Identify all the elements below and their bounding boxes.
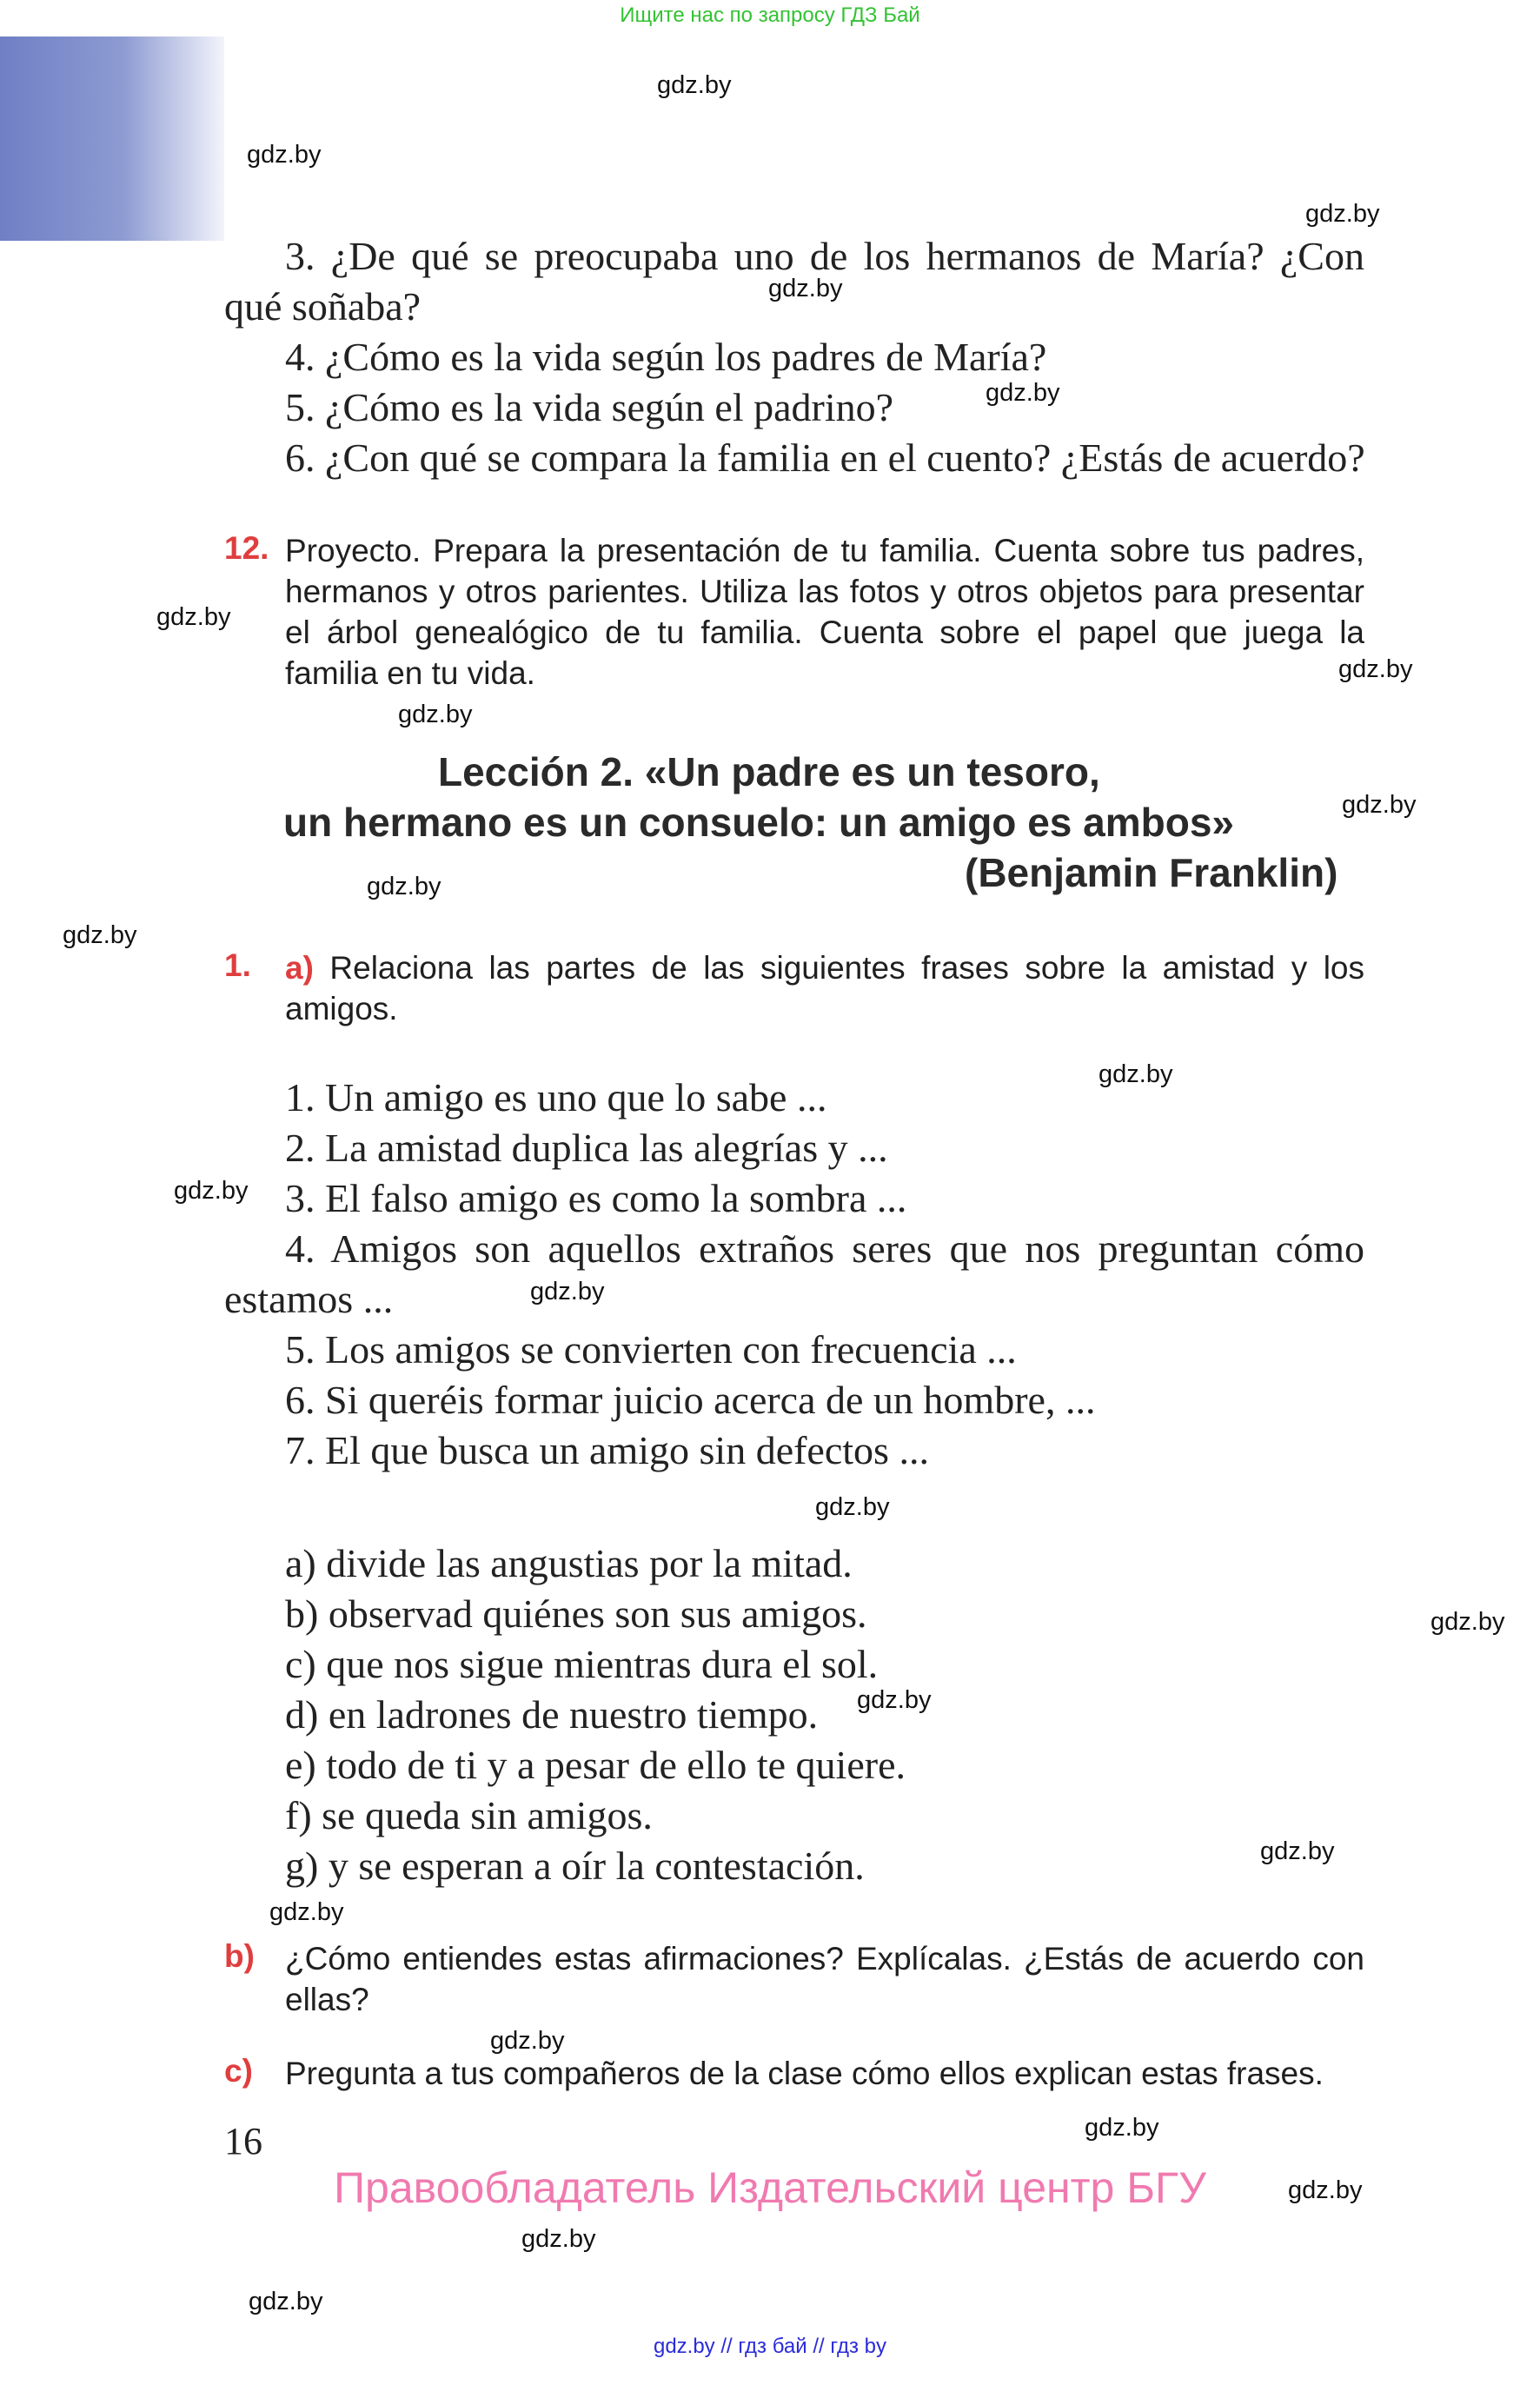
ending-e: e) todo de ti y a pesar de ello te quiere. [285, 1743, 906, 1787]
watermark: gdz.by [1288, 2176, 1363, 2204]
watermark: gdz.by [857, 1686, 932, 1714]
lesson-title-line-3: (Benjamin Franklin) [965, 850, 1338, 895]
phrase-7: 7. El que busca un amigo sin defectos ... [285, 1428, 929, 1472]
ending-g: g) y se esperan a oír la contestación. [285, 1844, 865, 1888]
phrase-2: 2. La amistad duplica las alegrías y ... [285, 1126, 888, 1170]
watermark: gdz.by [63, 921, 137, 949]
ending-f: f) se queda sin amigos. [285, 1793, 653, 1837]
task-1a-label: a) [285, 950, 314, 986]
phrase-5: 5. Los amigos se convierten con frecuencia ... [285, 1327, 1017, 1372]
lesson-title-line-2: un hermano es un consuelo: un amigo es ambos» [283, 800, 1234, 845]
watermark: gdz.by [768, 275, 843, 302]
watermark: gdz.by [269, 1898, 344, 1926]
task-1c-label: c) [224, 2053, 253, 2089]
ending-a: a) divide las angustias por la mitad. [285, 1541, 853, 1585]
watermark: gdz.by [657, 71, 732, 99]
task-12-number: 12. [224, 530, 269, 566]
phrase-3: 3. El falso amigo es como la sombra ... [285, 1176, 907, 1220]
task-1-number: 1. [224, 947, 251, 983]
watermark: gdz.by [249, 2288, 323, 2315]
watermark: gdz.by [398, 701, 473, 728]
watermark: gdz.by [1085, 2114, 1159, 2142]
watermark: gdz.by [367, 873, 441, 900]
copyright-notice: Правообладатель Издательский центр БГУ [334, 2163, 1206, 2212]
watermark: gdz.by [1342, 791, 1417, 819]
watermark: gdz.by [1338, 655, 1413, 683]
watermark: gdz.by [530, 1278, 605, 1305]
task-1a [285, 947, 1364, 1029]
lesson-title-line-1: Lección 2. «Un padre es un tesoro, [438, 749, 1100, 794]
phrase-4: 4. Amigos son aquellos extraños seres que nos preguntan cómo estamos ... [224, 1226, 1364, 1321]
task-1a-text: Relaciona las partes de las siguientes frases sobre la amistad y los amigos. [285, 950, 1365, 1026]
watermark: gdz.by [174, 1177, 249, 1205]
watermark: gdz.by [986, 379, 1060, 407]
question-3: 3. ¿De qué se preocupaba uno de los hermanos de María? ¿Con qué soñaba? [224, 234, 1364, 329]
ending-b: b) observad quiénes son sus amigos. [285, 1591, 867, 1636]
question-6: 6. ¿Con qué se compara la familia en el cuento? ¿Estás de acuerdo? [285, 435, 1365, 480]
question-5: 5. ¿Cómo es la vida según el padrino? [285, 385, 894, 429]
task-1b-text: ¿Cómo entiendes estas afirmaciones? Explícalas. ¿Estás de acuerdo con ellas? [285, 1941, 1364, 2017]
watermark: gdz.by [521, 2225, 596, 2253]
phrase-6: 6. Si queréis formar juicio acerca de un hombre, ... [285, 1378, 1096, 1422]
watermark: gdz.by [1430, 1608, 1505, 1636]
bottom-links[interactable]: gdz.by // гдз бай // гдз by [653, 2335, 887, 2358]
watermark: gdz.by [1305, 200, 1380, 228]
ending-d: d) en ladrones de nuestro tiempo. [285, 1692, 819, 1737]
watermark: gdz.by [1260, 1837, 1335, 1865]
watermark: gdz.by [815, 1493, 890, 1521]
watermark: gdz.by [247, 141, 322, 169]
top-banner[interactable]: Ищите нас по запросу ГДЗ Бай [620, 3, 920, 27]
watermark: gdz.by [1099, 1060, 1173, 1088]
corner-decoration [0, 37, 224, 241]
task-1b-label: b) [224, 1938, 255, 1974]
phrase-1: 1. Un amigo es uno que lo sabe ... [285, 1075, 827, 1119]
task-1c-text: Pregunta a tus compañeros de la clase cómo ellos explican estas frases. [285, 2056, 1324, 2091]
watermark: gdz.by [156, 603, 231, 631]
ending-c: c) que nos sigue mientras dura el sol. [285, 1642, 879, 1686]
watermark: gdz.by [490, 2027, 565, 2055]
question-4: 4. ¿Cómo es la vida según los padres de María? [285, 335, 1047, 379]
page-number: 16 [224, 2120, 262, 2162]
task-12-text: Proyecto. Prepara la presentación de tu familia. Cuenta sobre tus padres, hermanos y otros parientes. Utiliza las fotos y otros objetos para presentar el árbol genealógico de tu familia. Cuenta sobre el papel que juega la familia en tu vida. [285, 533, 1364, 691]
